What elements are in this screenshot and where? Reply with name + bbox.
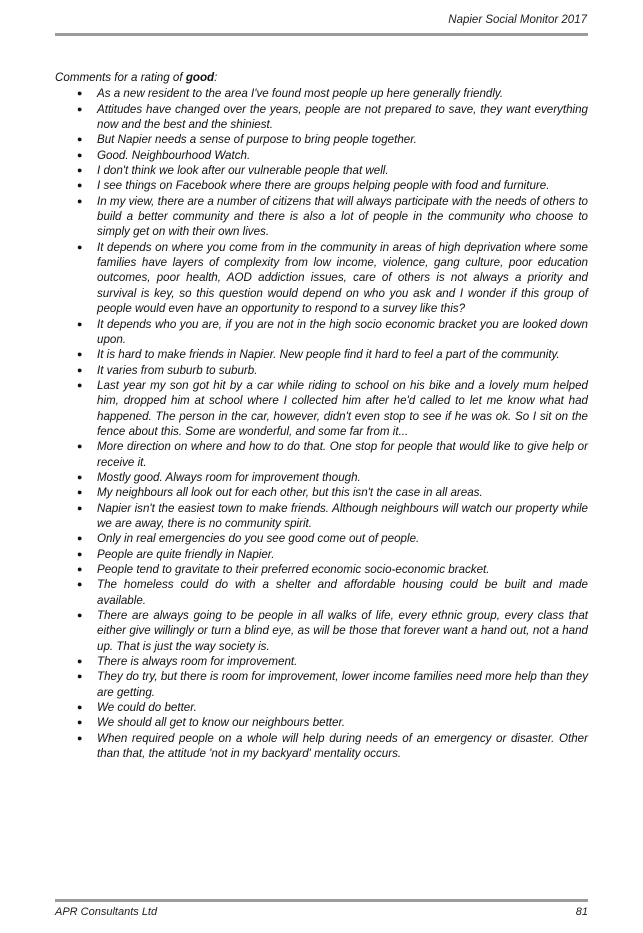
footer-divider <box>55 899 588 902</box>
comment-text: Only in real emergencies do you see good come out of people. <box>97 532 420 546</box>
bullet-icon: ● <box>77 349 83 360</box>
comment-item <box>55 577 588 608</box>
bullet-icon: ● <box>77 487 83 498</box>
comment-item <box>55 148 588 163</box>
bullet-icon: ● <box>77 241 83 252</box>
comment-text: It depends who you are, if you are not in the high socio economic bracket you are looked down upon. <box>97 317 588 346</box>
comment-item <box>55 439 588 470</box>
bullet-icon: ● <box>77 548 83 559</box>
bullet-icon: ● <box>77 88 83 99</box>
comment-item <box>55 470 588 485</box>
comment-item <box>55 178 588 193</box>
bullet-icon: ● <box>77 165 83 176</box>
bullet-icon: ● <box>77 610 83 621</box>
comment-item <box>55 608 588 654</box>
comment-text: I don't think we look after our vulnerable people that well. <box>97 164 389 178</box>
comment-item <box>55 102 588 133</box>
bullet-icon: ● <box>77 502 83 513</box>
header-title: Napier Social Monitor 2017 <box>448 14 587 26</box>
bullet-icon: ● <box>77 533 83 544</box>
comment-text: They do try, but there is room for improvement, lower income families need more help than they are getting. <box>97 670 588 699</box>
comments-intro <box>55 70 588 85</box>
comment-item <box>55 317 588 348</box>
bullet-icon: ● <box>77 103 83 114</box>
comment-text: In my view, there are a number of citizens that will always participate with the needs of others to build a better community and there is also a lot of people in the community who choose to simply get on with their own lives. <box>97 194 588 239</box>
comment-text: There is always room for improvement. <box>97 655 298 669</box>
comment-text: It varies from suburb to suburb. <box>97 363 258 377</box>
bullet-icon: ● <box>77 564 83 574</box>
comment-item <box>55 654 588 669</box>
comment-item <box>55 240 588 317</box>
bullet-icon: ● <box>77 471 83 482</box>
bullet-icon: ● <box>77 318 83 329</box>
bullet-icon: ● <box>77 656 83 667</box>
bullet-icon: ● <box>77 702 83 713</box>
comment-text: When required people on a whole will help during needs of an emergency or disaster. Other than that, the attitude 'not in my backyard' mentality occurs. <box>97 731 588 761</box>
comment-item <box>55 562 588 577</box>
bullet-icon: ● <box>77 134 83 145</box>
comment-item <box>55 347 588 362</box>
bullet-icon: ● <box>77 671 83 682</box>
comment-text: Napier isn't the easiest town to make friends. Although neighbours will watch our property while we are away, there is no community spirit. <box>97 501 588 530</box>
comment-text: People tend to gravitate to their preferred economic socio-economic bracket. <box>97 563 490 576</box>
intro-suffix: : <box>214 71 218 84</box>
comment-list <box>55 86 588 761</box>
comment-text: It depends on where you come from in the community in areas of high deprivation where some families have layers of complexity from low income, violence, gang culture, poor education outcomes, poor health, AOD addiction issues, care of others is not always a priority and survival is key, so this question would depend on who you ask and I wonder if this group of people would even have an opportunity to respond to a survey like this? <box>97 240 588 316</box>
comment-item <box>55 363 588 378</box>
bullet-icon: ● <box>77 195 83 206</box>
comment-item <box>55 669 588 700</box>
comment-item <box>55 378 588 439</box>
intro-prefix: Comments for a rating of <box>55 71 186 84</box>
comment-item <box>55 485 588 500</box>
bullet-icon: ● <box>77 149 83 160</box>
comment-text: Mostly good. Always room for improvement though. <box>97 470 361 484</box>
comment-item <box>55 194 588 240</box>
bullet-icon: ● <box>77 180 83 191</box>
comment-item <box>55 700 588 715</box>
comment-text: It is hard to make friends in Napier. New people find it hard to feel a part of the community. <box>97 348 560 362</box>
comment-item <box>55 731 588 762</box>
bullet-icon: ● <box>77 364 83 375</box>
footer-company: APR Consultants Ltd <box>55 906 158 918</box>
comment-item <box>55 132 588 147</box>
comment-text: We could do better. <box>97 701 197 715</box>
comment-item <box>55 86 588 101</box>
bullet-icon: ● <box>77 379 83 390</box>
comment-text: Last year my son got hit by a car while riding to school on his bike and a lovely mum helped him, dropped him at school where I collected him after he'd called to let me know what had happened. The person in the car, however, didn't even stop to see if he was ok. So I sit on the fence about this. Some are wonderful, and some far from it... <box>97 378 588 438</box>
comment-text: We should all get to know our neighbours better. <box>97 716 346 730</box>
comment-text: Good. Neighbourhood Watch. <box>97 148 251 162</box>
bullet-icon: ● <box>77 717 83 728</box>
comment-item <box>55 163 588 178</box>
comment-item <box>55 501 588 532</box>
comment-text: There are always going to be people in all walks of life, every ethnic group, every class that either give willingly or turn a blind eye, as will be those that forever want a hand out, not a hand up. That is just the way society is. <box>97 609 588 653</box>
bullet-icon: ● <box>77 732 83 743</box>
comment-text: But Napier needs a sense of purpose to bring people together. <box>97 133 417 147</box>
comment-text: More direction on where and how to do that. One stop for people that would like to give help or receive it. <box>97 440 588 469</box>
bullet-icon: ● <box>77 441 83 452</box>
comment-text: The homeless could do with a shelter and affordable housing could be built and made available. <box>97 578 588 607</box>
comment-item <box>55 531 588 546</box>
comment-item <box>55 715 588 730</box>
rating-label: good <box>185 71 215 84</box>
page-number: 81 <box>575 906 588 918</box>
bullet-icon: ● <box>77 579 83 590</box>
comment-text: People are quite friendly in Napier. <box>97 547 275 561</box>
comment-text: As a new resident to the area I've found most people up here generally friendly. <box>97 87 504 101</box>
comment-text: My neighbours all look out for each other, but this isn't the case in all areas. <box>97 486 483 500</box>
comment-text: I see things on Facebook where there are groups helping people with food and furniture. <box>97 179 550 193</box>
comment-text: Attitudes have changed over the years, people are not prepared to save, they want everything now and the best and the shiniest. <box>97 102 588 132</box>
header-divider <box>55 33 588 36</box>
comment-item <box>55 547 588 562</box>
comments-section <box>55 70 588 761</box>
